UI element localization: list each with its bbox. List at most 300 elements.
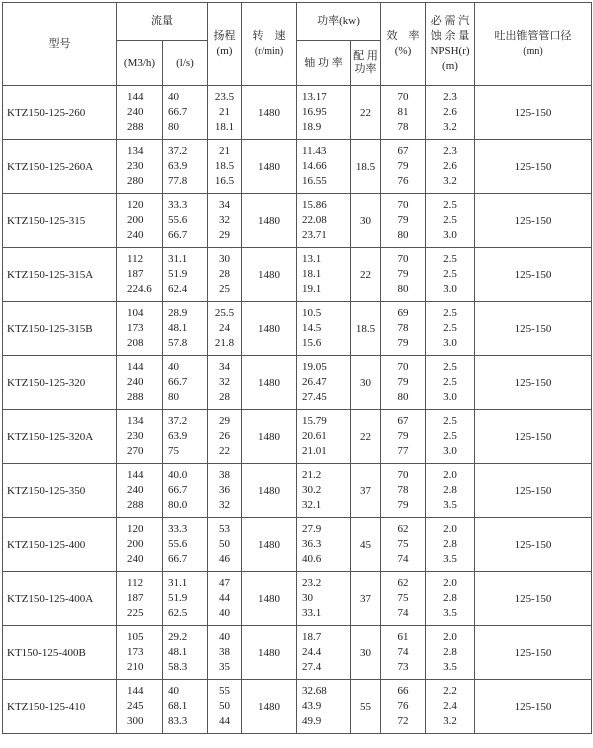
npsh-cell-value: 2.5 bbox=[443, 253, 457, 265]
speed-cell: 1480 bbox=[242, 518, 297, 572]
efficiency-header: 效 率 (%) bbox=[381, 3, 426, 86]
npsh-cell-value: 3.0 bbox=[443, 391, 457, 403]
npsh-cell-value: 3.2 bbox=[443, 175, 457, 187]
efficiency-cell-value: 79 bbox=[397, 499, 409, 511]
flow-m3h-cell-value: 240 bbox=[127, 553, 144, 565]
shaft-power-cell-value: 23.71 bbox=[302, 229, 327, 241]
npsh-cell-value: 2.5 bbox=[443, 199, 457, 211]
power-header: 功率(kw) bbox=[297, 3, 381, 41]
shaft-power-cell-value: 24.4 bbox=[302, 646, 322, 658]
flow-ls-cell bbox=[163, 572, 208, 626]
speed-header: 转 速 (r/min) bbox=[242, 3, 297, 86]
flow-ls-cell-value: 66.7 bbox=[168, 484, 188, 496]
speed-cell: 1480 bbox=[242, 140, 297, 194]
motor-power-cell: 18.5 bbox=[351, 140, 381, 194]
efficiency-cell-value: 62 bbox=[397, 523, 409, 535]
flow-ls-cell-value: 51.9 bbox=[168, 592, 188, 604]
shaft-power-cell-value: 43.9 bbox=[302, 700, 322, 712]
flow-ls-cell-value: 57.8 bbox=[168, 337, 188, 349]
flow-ls-cell-value: 40 bbox=[168, 91, 179, 103]
npsh-cell-value: 2.3 bbox=[443, 145, 457, 157]
flow-ls-cell-value: 80 bbox=[168, 121, 179, 133]
efficiency-cell-value: 67 bbox=[397, 415, 409, 427]
table-row bbox=[3, 680, 592, 734]
efficiency-cell-value: 70 bbox=[397, 199, 409, 211]
shaft-power-cell-value: 18.7 bbox=[302, 631, 322, 643]
npsh-cell bbox=[426, 518, 475, 572]
flow-ls-cell bbox=[163, 464, 208, 518]
efficiency-cell bbox=[381, 572, 426, 626]
npsh-cell bbox=[426, 302, 475, 356]
efficiency-cell-value: 66 bbox=[397, 685, 409, 697]
flow-ls-cell-value: 62.4 bbox=[168, 283, 188, 295]
flow-m3h-cell-value: 120 bbox=[127, 199, 144, 211]
speed-cell: 1480 bbox=[242, 194, 297, 248]
head-cell-value: 24 bbox=[219, 322, 230, 334]
shaft-power-header: 轴 功 率 bbox=[297, 41, 351, 86]
table-row bbox=[3, 140, 592, 194]
flow-m3h-cell bbox=[117, 194, 163, 248]
head-cell-value: 29 bbox=[219, 229, 230, 241]
npsh-cell-value: 2.8 bbox=[443, 592, 457, 604]
efficiency-cell-value: 79 bbox=[397, 268, 409, 280]
shaft-power-cell bbox=[297, 86, 351, 140]
head-header: 扬程 (m) bbox=[208, 3, 242, 86]
shaft-power-cell bbox=[297, 572, 351, 626]
efficiency-cell-value: 78 bbox=[397, 121, 409, 133]
head-cell-value: 36 bbox=[219, 484, 230, 496]
flow-ls-cell-value: 28.9 bbox=[168, 307, 188, 319]
table-row bbox=[3, 518, 592, 572]
flow-ls-cell-value: 80.0 bbox=[168, 499, 188, 511]
shaft-power-cell-value: 19.05 bbox=[302, 361, 327, 373]
head-cell-value: 18.5 bbox=[214, 160, 235, 172]
flow-ls-cell-value: 68.1 bbox=[168, 700, 188, 712]
flow-m3h-cell bbox=[117, 518, 163, 572]
flow-m3h-cell-value: 240 bbox=[127, 376, 144, 388]
efficiency-cell-value: 62 bbox=[397, 577, 409, 589]
outlet-cell: 125-150 bbox=[475, 410, 592, 464]
npsh-cell-value: 2.5 bbox=[443, 307, 457, 319]
flow-m3h-cell-value: 240 bbox=[127, 484, 144, 496]
flow-ls-cell-value: 80 bbox=[168, 391, 179, 403]
efficiency-cell-value: 79 bbox=[397, 430, 409, 442]
head-cell-value: 50 bbox=[219, 700, 230, 712]
head-cell-value: 55 bbox=[219, 685, 230, 697]
efficiency-cell-value: 72 bbox=[397, 715, 409, 727]
speed-cell: 1480 bbox=[242, 626, 297, 680]
pump-spec-table bbox=[2, 2, 592, 734]
efficiency-cell-value: 70 bbox=[397, 91, 409, 103]
shaft-power-cell-value: 26.47 bbox=[302, 376, 327, 388]
flow-m3h-cell-value: 240 bbox=[127, 106, 144, 118]
efficiency-cell-value: 67 bbox=[397, 145, 409, 157]
flow-m3h-cell-value: 144 bbox=[127, 685, 144, 697]
speed-cell: 1480 bbox=[242, 86, 297, 140]
flow-ls-cell bbox=[163, 194, 208, 248]
head-cell-value: 30 bbox=[219, 253, 230, 265]
pump-spec-sheet bbox=[2, 2, 591, 746]
flow-m3h-cell-value: 270 bbox=[127, 445, 144, 457]
head-cell bbox=[208, 356, 242, 410]
flow-m3h-cell-value: 224.6 bbox=[127, 283, 152, 295]
head-cell bbox=[208, 410, 242, 464]
head-cell bbox=[208, 680, 242, 734]
table-row bbox=[3, 248, 592, 302]
model-header: 型号 bbox=[3, 3, 117, 86]
flow-m3h-cell-value: 240 bbox=[127, 229, 144, 241]
npsh-cell-value: 2.8 bbox=[443, 538, 457, 550]
head-cell-value: 29 bbox=[219, 415, 230, 427]
flow-ls-cell-value: 83.3 bbox=[168, 715, 188, 727]
shaft-power-cell bbox=[297, 302, 351, 356]
outlet-cell: 125-150 bbox=[475, 572, 592, 626]
speed-cell: 1480 bbox=[242, 464, 297, 518]
flow-ls-cell-value: 29.2 bbox=[168, 631, 188, 643]
shaft-power-cell-value: 16.55 bbox=[302, 175, 327, 187]
flow-ls-cell-value: 66.7 bbox=[168, 376, 188, 388]
model-cell: KTZ150-125-400 bbox=[3, 518, 117, 572]
head-cell-value: 46 bbox=[219, 553, 230, 565]
shaft-power-cell-value: 14.5 bbox=[302, 322, 322, 334]
npsh-cell bbox=[426, 464, 475, 518]
outlet-cell: 125-150 bbox=[475, 140, 592, 194]
flow-ls-cell-value: 40 bbox=[168, 685, 179, 697]
shaft-power-cell bbox=[297, 518, 351, 572]
head-cell-value: 32 bbox=[219, 214, 230, 226]
flow-ls-cell bbox=[163, 86, 208, 140]
flow-ls-cell bbox=[163, 356, 208, 410]
flow-m3h-cell-value: 173 bbox=[127, 322, 144, 334]
efficiency-cell-value: 74 bbox=[397, 646, 409, 658]
shaft-power-cell-value: 15.86 bbox=[302, 199, 327, 211]
head-cell-value: 35 bbox=[219, 661, 230, 673]
outlet-cell: 125-150 bbox=[475, 680, 592, 734]
head-cell-value: 21 bbox=[219, 106, 230, 118]
head-cell-value: 22 bbox=[219, 445, 230, 457]
npsh-cell-value: 3.2 bbox=[443, 715, 457, 727]
shaft-power-cell bbox=[297, 248, 351, 302]
outlet-cell: 125-150 bbox=[475, 86, 592, 140]
npsh-cell-value: 3.0 bbox=[443, 445, 457, 457]
npsh-cell bbox=[426, 626, 475, 680]
motor-power-cell: 18.5 bbox=[351, 302, 381, 356]
efficiency-cell bbox=[381, 140, 426, 194]
motor-power-cell: 55 bbox=[351, 680, 381, 734]
npsh-cell-value: 2.5 bbox=[443, 430, 457, 442]
npsh-cell bbox=[426, 572, 475, 626]
npsh-cell-value: 2.5 bbox=[443, 361, 457, 373]
npsh-cell-value: 3.5 bbox=[443, 661, 457, 673]
flow-ls-cell bbox=[163, 140, 208, 194]
motor-power-cell: 37 bbox=[351, 572, 381, 626]
outlet-cell: 125-150 bbox=[475, 626, 592, 680]
model-cell: KTZ150-125-315B bbox=[3, 302, 117, 356]
npsh-header: 必 需 汽 蚀 余 量 NPSH(r) (m) bbox=[426, 3, 475, 86]
model-cell: KTZ150-125-260 bbox=[3, 86, 117, 140]
shaft-power-cell bbox=[297, 356, 351, 410]
shaft-power-cell-value: 15.6 bbox=[302, 337, 322, 349]
shaft-power-cell-value: 30 bbox=[302, 592, 313, 604]
flow-ls-cell-value: 77.8 bbox=[168, 175, 188, 187]
head-cell bbox=[208, 194, 242, 248]
npsh-cell-value: 3.0 bbox=[443, 229, 457, 241]
table-row bbox=[3, 464, 592, 518]
npsh-cell-value: 2.5 bbox=[443, 415, 457, 427]
head-cell-value: 16.5 bbox=[214, 175, 235, 187]
flow-m3h-cell-value: 105 bbox=[127, 631, 144, 643]
head-cell-value: 40 bbox=[219, 607, 230, 619]
efficiency-cell bbox=[381, 194, 426, 248]
efficiency-cell bbox=[381, 302, 426, 356]
flow-m3h-cell-value: 200 bbox=[127, 214, 144, 226]
shaft-power-cell-value: 19.1 bbox=[302, 283, 322, 295]
model-cell: KTZ150-125-400A bbox=[3, 572, 117, 626]
efficiency-cell-value: 74 bbox=[397, 553, 409, 565]
npsh-cell bbox=[426, 86, 475, 140]
flow-m3h-cell-value: 288 bbox=[127, 121, 144, 133]
motor-power-cell: 22 bbox=[351, 248, 381, 302]
model-cell: KTZ150-125-350 bbox=[3, 464, 117, 518]
flow-m3h-cell bbox=[117, 626, 163, 680]
outlet-cell: 125-150 bbox=[475, 464, 592, 518]
flow-ls-cell-value: 40.0 bbox=[168, 469, 188, 481]
flow-m3h-cell-value: 230 bbox=[127, 430, 144, 442]
flow-ls-cell bbox=[163, 248, 208, 302]
shaft-power-cell-value: 15.79 bbox=[302, 415, 327, 427]
table-row bbox=[3, 194, 592, 248]
efficiency-cell bbox=[381, 248, 426, 302]
flow-m3h-cell-value: 144 bbox=[127, 469, 144, 481]
motor-power-cell: 45 bbox=[351, 518, 381, 572]
shaft-power-cell bbox=[297, 626, 351, 680]
npsh-cell-value: 2.0 bbox=[443, 523, 457, 535]
flow-ls-cell-value: 58.3 bbox=[168, 661, 188, 673]
npsh-cell bbox=[426, 356, 475, 410]
speed-cell: 1480 bbox=[242, 248, 297, 302]
shaft-power-cell-value: 18.9 bbox=[302, 121, 322, 133]
table-row bbox=[3, 572, 592, 626]
flow-m3h-cell bbox=[117, 140, 163, 194]
head-cell-value: 28 bbox=[219, 391, 230, 403]
npsh-cell-value: 2.8 bbox=[443, 646, 457, 658]
flow-m3h-cell-value: 120 bbox=[127, 523, 144, 535]
npsh-cell-value: 3.5 bbox=[443, 553, 457, 565]
flow-ls-cell-value: 31.1 bbox=[168, 253, 188, 265]
flow-m3h-cell-value: 230 bbox=[127, 160, 144, 172]
efficiency-cell-value: 70 bbox=[397, 253, 409, 265]
head-cell-value: 26 bbox=[219, 430, 230, 442]
head-cell bbox=[208, 302, 242, 356]
efficiency-cell-value: 79 bbox=[397, 376, 409, 388]
flow-ls-cell-value: 51.9 bbox=[168, 268, 188, 280]
flow-ls-cell bbox=[163, 626, 208, 680]
efficiency-cell-value: 75 bbox=[397, 592, 409, 604]
flow-m3h-cell-value: 112 bbox=[127, 253, 144, 265]
shaft-power-cell-value: 21.2 bbox=[302, 469, 322, 481]
motor-power-header: 配 用 功率 bbox=[351, 41, 381, 86]
head-cell-value: 53 bbox=[219, 523, 230, 535]
head-cell-value: 25 bbox=[219, 283, 230, 295]
shaft-power-cell-value: 27.4 bbox=[302, 661, 322, 673]
shaft-power-cell bbox=[297, 680, 351, 734]
flow-m3h-cell-value: 210 bbox=[127, 661, 144, 673]
efficiency-cell-value: 74 bbox=[397, 607, 409, 619]
motor-power-cell: 30 bbox=[351, 356, 381, 410]
shaft-power-cell-value: 14.66 bbox=[302, 160, 327, 172]
npsh-cell bbox=[426, 194, 475, 248]
table-row bbox=[3, 626, 592, 680]
flow-ls-cell-value: 66.7 bbox=[168, 553, 188, 565]
efficiency-cell bbox=[381, 518, 426, 572]
head-cell-value: 50 bbox=[219, 538, 230, 550]
flow-ls-cell-value: 33.3 bbox=[168, 199, 188, 211]
speed-cell: 1480 bbox=[242, 680, 297, 734]
flow-m3h-cell-value: 187 bbox=[127, 592, 144, 604]
efficiency-cell-value: 75 bbox=[397, 538, 409, 550]
flow-m3h-cell bbox=[117, 86, 163, 140]
flow-m3h-cell bbox=[117, 572, 163, 626]
efficiency-cell bbox=[381, 86, 426, 140]
head-cell-value: 21 bbox=[219, 145, 230, 157]
outlet-cell: 125-150 bbox=[475, 356, 592, 410]
efficiency-cell-value: 70 bbox=[397, 361, 409, 373]
flow-ls-cell bbox=[163, 410, 208, 464]
flow-ls-cell-value: 62.5 bbox=[168, 607, 188, 619]
flow-m3h-cell bbox=[117, 680, 163, 734]
flow-m3h-cell bbox=[117, 356, 163, 410]
table-row bbox=[3, 410, 592, 464]
npsh-cell-value: 2.5 bbox=[443, 214, 457, 226]
flow-ls-cell-value: 75 bbox=[168, 445, 179, 457]
efficiency-cell-value: 76 bbox=[397, 175, 409, 187]
outlet-cell: 125-150 bbox=[475, 302, 592, 356]
flow-m3h-cell bbox=[117, 302, 163, 356]
npsh-cell-value: 2.5 bbox=[443, 322, 457, 334]
outlet-header: 吐出锥管管口径 (mn) bbox=[475, 3, 592, 86]
flow-ls-cell bbox=[163, 302, 208, 356]
efficiency-cell-value: 79 bbox=[397, 160, 409, 172]
flow-m3h-cell-value: 200 bbox=[127, 538, 144, 550]
efficiency-cell-value: 69 bbox=[397, 307, 409, 319]
flow-ls-cell-value: 66.7 bbox=[168, 229, 188, 241]
flow-ls-cell-value: 55.6 bbox=[168, 214, 188, 226]
shaft-power-cell-value: 27.45 bbox=[302, 391, 327, 403]
npsh-cell bbox=[426, 140, 475, 194]
head-cell-value: 38 bbox=[219, 646, 230, 658]
head-cell bbox=[208, 464, 242, 518]
efficiency-cell-value: 80 bbox=[397, 391, 409, 403]
table-body bbox=[3, 86, 592, 734]
shaft-power-cell-value: 22.08 bbox=[302, 214, 327, 226]
head-cell-value: 32 bbox=[219, 376, 230, 388]
flow-ls-cell-value: 31.1 bbox=[168, 577, 188, 589]
shaft-power-cell bbox=[297, 140, 351, 194]
flow-m3h-cell-value: 187 bbox=[127, 268, 144, 280]
shaft-power-cell-value: 40.6 bbox=[302, 553, 322, 565]
model-cell: KTZ150-125-315 bbox=[3, 194, 117, 248]
flow-m3h-cell-value: 134 bbox=[127, 415, 144, 427]
head-cell-value: 21.8 bbox=[214, 337, 235, 349]
shaft-power-cell-value: 13.17 bbox=[302, 91, 327, 103]
shaft-power-cell-value: 10.5 bbox=[302, 307, 322, 319]
flow-ls-cell-value: 48.1 bbox=[168, 646, 188, 658]
npsh-cell-value: 2.8 bbox=[443, 484, 457, 496]
shaft-power-cell-value: 32.68 bbox=[302, 685, 327, 697]
motor-power-cell: 30 bbox=[351, 194, 381, 248]
npsh-cell bbox=[426, 410, 475, 464]
flow-unit-ls: (l/s) bbox=[163, 41, 208, 86]
flow-m3h-cell-value: 112 bbox=[127, 577, 144, 589]
flow-m3h-cell bbox=[117, 464, 163, 518]
efficiency-cell-value: 81 bbox=[397, 106, 409, 118]
shaft-power-cell-value: 16.95 bbox=[302, 106, 327, 118]
head-cell-value: 34 bbox=[219, 361, 230, 373]
shaft-power-cell-value: 20.61 bbox=[302, 430, 327, 442]
head-cell-value: 28 bbox=[219, 268, 230, 280]
model-cell: KTZ150-125-260A bbox=[3, 140, 117, 194]
flow-m3h-cell-value: 225 bbox=[127, 607, 144, 619]
flow-ls-cell-value: 63.9 bbox=[168, 160, 188, 172]
npsh-cell-value: 2.6 bbox=[443, 160, 457, 172]
motor-power-cell: 30 bbox=[351, 626, 381, 680]
shaft-power-cell-value: 33.1 bbox=[302, 607, 322, 619]
head-cell-value: 34 bbox=[219, 199, 230, 211]
head-cell-value: 23.5 bbox=[214, 91, 235, 103]
npsh-cell bbox=[426, 248, 475, 302]
npsh-cell-value: 3.0 bbox=[443, 337, 457, 349]
efficiency-cell-value: 80 bbox=[397, 283, 409, 295]
head-cell-value: 47 bbox=[219, 577, 230, 589]
table-row bbox=[3, 86, 592, 140]
flow-ls-cell bbox=[163, 518, 208, 572]
speed-cell: 1480 bbox=[242, 572, 297, 626]
shaft-power-cell-value: 13.1 bbox=[302, 253, 322, 265]
head-cell-value: 44 bbox=[219, 592, 230, 604]
speed-cell: 1480 bbox=[242, 410, 297, 464]
flow-ls-cell-value: 48.1 bbox=[168, 322, 188, 334]
efficiency-cell bbox=[381, 356, 426, 410]
model-cell: KTZ150-125-315A bbox=[3, 248, 117, 302]
npsh-cell-value: 2.3 bbox=[443, 91, 457, 103]
flow-m3h-cell-value: 144 bbox=[127, 91, 144, 103]
flow-m3h-cell-value: 300 bbox=[127, 715, 144, 727]
table-row bbox=[3, 302, 592, 356]
shaft-power-cell-value: 32.1 bbox=[302, 499, 322, 511]
efficiency-cell-value: 80 bbox=[397, 229, 409, 241]
npsh-cell-value: 3.5 bbox=[443, 499, 457, 511]
shaft-power-cell-value: 49.9 bbox=[302, 715, 322, 727]
flow-unit-m3h: (M3/h) bbox=[117, 41, 163, 86]
npsh-cell-value: 2.5 bbox=[443, 376, 457, 388]
npsh-cell-value: 2.6 bbox=[443, 106, 457, 118]
npsh-cell-value: 2.0 bbox=[443, 577, 457, 589]
efficiency-cell-value: 77 bbox=[397, 445, 409, 457]
head-cell-value: 44 bbox=[219, 715, 230, 727]
shaft-power-cell-value: 18.1 bbox=[302, 268, 322, 280]
motor-power-cell: 22 bbox=[351, 410, 381, 464]
model-cell: KTZ150-125-320 bbox=[3, 356, 117, 410]
shaft-power-cell-value: 27.9 bbox=[302, 523, 322, 535]
efficiency-cell-value: 79 bbox=[397, 337, 409, 349]
motor-power-cell: 37 bbox=[351, 464, 381, 518]
model-cell: KTZ150-125-320A bbox=[3, 410, 117, 464]
flow-ls-cell-value: 37.2 bbox=[168, 145, 188, 157]
flow-ls-cell-value: 37.2 bbox=[168, 415, 188, 427]
flow-ls-cell-value: 40 bbox=[168, 361, 179, 373]
head-cell-value: 25.5 bbox=[214, 307, 235, 319]
npsh-cell-value: 2.0 bbox=[443, 631, 457, 643]
